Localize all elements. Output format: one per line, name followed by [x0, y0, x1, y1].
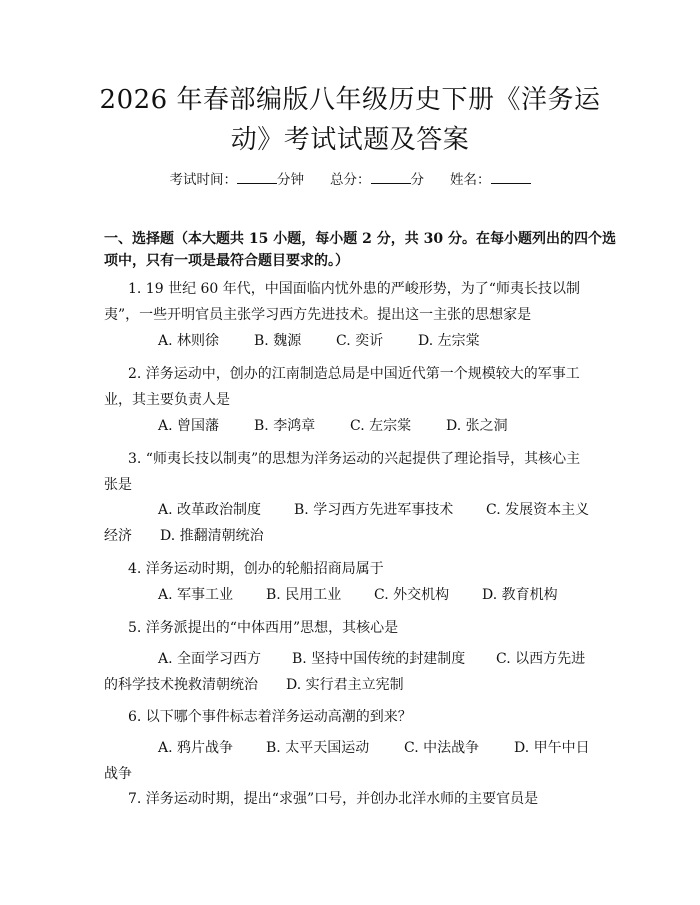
score-blank	[371, 171, 411, 184]
question-3-line-1: 3. “师夷长技以制夷”的思想为洋务运动的兴起提供了理论指导，其核心主	[128, 451, 581, 467]
option-d[interactable]: D. 张之洞	[446, 418, 508, 434]
option-c[interactable]: C. 发展资本主义	[486, 502, 590, 518]
option-d[interactable]: D. 教育机构	[482, 587, 558, 603]
question-7-line-1: 7. 洋务运动时期，提出“求强”口号，并创办北洋水师的主要官员是	[128, 791, 539, 807]
option-a[interactable]: A. 曾国藩	[158, 418, 220, 434]
option-c-continued: 的科学技术挽救清朝统治	[104, 677, 258, 693]
question-3-options-row-2	[104, 523, 264, 549]
question-2-line-1: 2. 洋务运动中，创办的江南制造总局是中国近代第一个规模较大的军事工	[128, 366, 580, 382]
option-d[interactable]: D. 实行君主立宪制	[286, 677, 404, 693]
question-2-options	[158, 413, 508, 439]
name-label: 姓名：	[450, 172, 491, 188]
time-unit: 分钟	[277, 172, 304, 188]
question-5	[104, 615, 598, 641]
option-c[interactable]: C. 以西方先进	[496, 651, 586, 667]
option-b[interactable]: B. 魏源	[254, 333, 302, 349]
name-blank	[491, 171, 531, 184]
option-c[interactable]: C. 外交机构	[374, 587, 450, 603]
option-b[interactable]: B. 学习西方先进军事技术	[294, 502, 454, 518]
option-a[interactable]: A. 全面学习西方	[158, 651, 262, 667]
option-d[interactable]: D. 推翻清朝统治	[160, 528, 264, 544]
question-5-options-row-1	[158, 646, 585, 672]
score-unit: 分	[410, 172, 424, 188]
time-blank	[237, 171, 277, 184]
time-label: 考试时间：	[169, 172, 237, 188]
option-b[interactable]: B. 太平天国运动	[266, 740, 370, 756]
option-c[interactable]: C. 中法战争	[404, 740, 480, 756]
question-4-options	[158, 582, 558, 608]
title-line-2: 动》考试试题及答案	[230, 125, 470, 155]
question-1-options	[158, 328, 480, 354]
section-heading	[104, 228, 616, 272]
option-a[interactable]: A. 鸦片战争	[158, 740, 234, 756]
option-c-continued: 经济	[104, 528, 132, 544]
section-line-2: 项中，只有一项是最符合题目要求的。）	[104, 253, 349, 269]
question-1	[104, 276, 598, 328]
score-label: 总分：	[330, 172, 371, 188]
page-title	[60, 80, 640, 160]
question-7	[104, 786, 598, 812]
option-c[interactable]: C. 左宗棠	[350, 418, 412, 434]
question-2	[104, 361, 598, 413]
question-2-line-2: 业，其主要负责人是	[104, 392, 230, 408]
question-3	[104, 446, 598, 498]
question-3-options-row-1	[158, 497, 589, 523]
question-4-line-1: 4. 洋务运动时期，创办的轮船招商局属于	[128, 561, 384, 577]
option-a[interactable]: A. 军事工业	[158, 587, 234, 603]
section-line-1: 一、选择题（本大题共 15 小题，每小题 2 分，共 30 分。在每小题列出的四个选	[104, 231, 616, 247]
question-3-line-2: 张是	[104, 477, 132, 493]
option-d-continued: 战争	[104, 766, 132, 782]
option-b[interactable]: B. 李鸿章	[254, 418, 316, 434]
question-1-line-1: 1. 19 世纪 60 年代，中国面临内忧外患的严峻形势，为了“师夷长技以制	[128, 281, 580, 297]
question-4	[104, 556, 598, 582]
question-6-line-1: 6. 以下哪个事件标志着洋务运动高潮的到来？	[128, 709, 412, 725]
question-5-options-row-2	[104, 672, 404, 698]
option-a[interactable]: A. 改革政治制度	[158, 502, 262, 518]
option-d[interactable]: D. 甲午中日	[514, 740, 590, 756]
option-b[interactable]: B. 民用工业	[266, 587, 342, 603]
exam-meta	[0, 168, 700, 188]
option-a[interactable]: A. 林则徐	[158, 333, 220, 349]
question-6	[104, 704, 598, 730]
question-5-line-1: 5. 洋务派提出的“中体西用”思想，其核心是	[128, 620, 399, 636]
question-6-options-row-1	[158, 735, 590, 761]
option-d[interactable]: D. 左宗棠	[418, 333, 480, 349]
option-c[interactable]: C. 奕䜣	[336, 333, 384, 349]
title-line-1: 2026 年春部编版八年级历史下册《洋务运	[99, 85, 601, 115]
question-6-options-row-2	[104, 761, 132, 787]
option-b[interactable]: B. 坚持中国传统的封建制度	[292, 651, 466, 667]
question-1-line-2: 夷”，一些开明官员主张学习西方先进技术。提出这一主张的思想家是	[104, 307, 532, 323]
